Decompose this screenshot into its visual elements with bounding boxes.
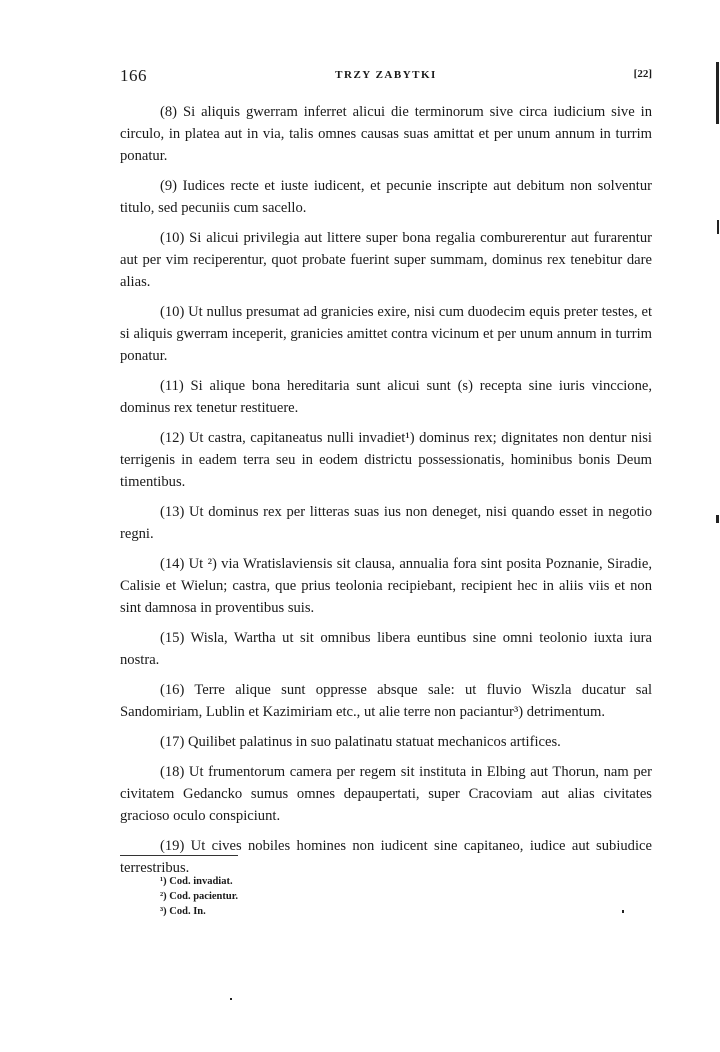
paragraph-9: (9) Iudices recte et iuste iudicent, et pecunie inscripte aut debitum non solventur titulo, sed pecuniis cum sacello. bbox=[120, 178, 652, 216]
scan-dust-mark bbox=[230, 998, 232, 1000]
page-number: 166 bbox=[120, 66, 147, 85]
page-header bbox=[120, 66, 652, 88]
footnotes bbox=[160, 874, 560, 919]
scan-edge-mark bbox=[716, 515, 719, 523]
scan-edge-mark bbox=[716, 62, 719, 124]
paragraph-19: (19) Ut cives nobiles homines non iudicent sine capitaneo, iudice aut subiudice terrestribus. bbox=[120, 838, 652, 876]
paragraph-12: (12) Ut castra, capitaneatus nulli invadiet¹) dominus rex; dignitates non dentur nisi terrigenis in eadem terra seu in eodem districtu possessionatis, hominibus bonis Deum timentibus. bbox=[120, 430, 652, 490]
paragraph-15: (15) Wisla, Wartha ut sit omnibus libera euntibus sine omni teolonio iuxta iura nostra. bbox=[120, 630, 652, 668]
footnote-2: ²) Cod. pacientur. bbox=[160, 891, 239, 902]
footnote-1: ¹) Cod. invadiat. bbox=[160, 876, 233, 887]
footnote-divider bbox=[120, 855, 238, 856]
paragraph-17: (17) Quilibet palatinus in suo palatinatu statuat mechanicos artifices. bbox=[160, 734, 561, 750]
body-text bbox=[120, 101, 652, 887]
scan-dust-mark bbox=[622, 910, 624, 913]
running-title: TRZY ZABYTKI bbox=[335, 69, 437, 81]
paragraph-11: (11) Si alique bona hereditaria sunt alicui sunt (s) recepta sine iuris vinccione, dominus rex tenetur restituere. bbox=[120, 378, 652, 416]
paragraph-16: (16) Terre alique sunt oppresse absque sale: ut fluvio Wiszla ducatur sal Sandomiriam, Lublin et Kazimiriam etc., ut alie terre non paciantur³) detrimentum. bbox=[120, 682, 652, 720]
footnote-3: ³) Cod. In. bbox=[160, 906, 206, 917]
paragraph-8: (8) Si aliquis gwerram inferret alicui die terminorum sive circa iudicium sive in circulo, in platea aut in via, talis omnes causas suas amittat et per unum annum in turrim ponatur. bbox=[120, 104, 652, 164]
scan-edge-mark bbox=[717, 220, 719, 234]
paragraph-13: (13) Ut dominus rex per litteras suas ius non deneget, nisi quando esset in negotio regni. bbox=[120, 504, 652, 542]
section-marker: [22] bbox=[633, 68, 652, 80]
paragraph-10a: (10) Si alicui privilegia aut littere super bona regalia comburerentur aut furarentur aut per vim reciperentur, quot probate fuerint super summam, dominus rex tenebitur dare alias. bbox=[120, 230, 652, 290]
paragraph-18: (18) Ut frumentorum camera per regem sit instituta in Elbing aut Thorun, nam per civitatem Gedancko sumus omnes depaupertati, super Craсoviam aut alias civitates gracioso oculo conspiciunt. bbox=[120, 764, 652, 824]
paragraph-14: (14) Ut ²) via Wratislaviensis sit clausa, annualia fora sint posita Poznanie, Siradie, Calisie et Wielun; castra, que prius teolonia recipiebant, recipient hec in aliis viis et non sint damnosa in proventibus suis. bbox=[120, 556, 652, 616]
paragraph-10b: (10) Ut nullus presumat ad granicies exire, nisi cum duodecim equis preter testes, et si aliquis gwerram inceperit, granicies amittet contra vicinum et per unum annum in turrim ponatur. bbox=[120, 304, 652, 364]
